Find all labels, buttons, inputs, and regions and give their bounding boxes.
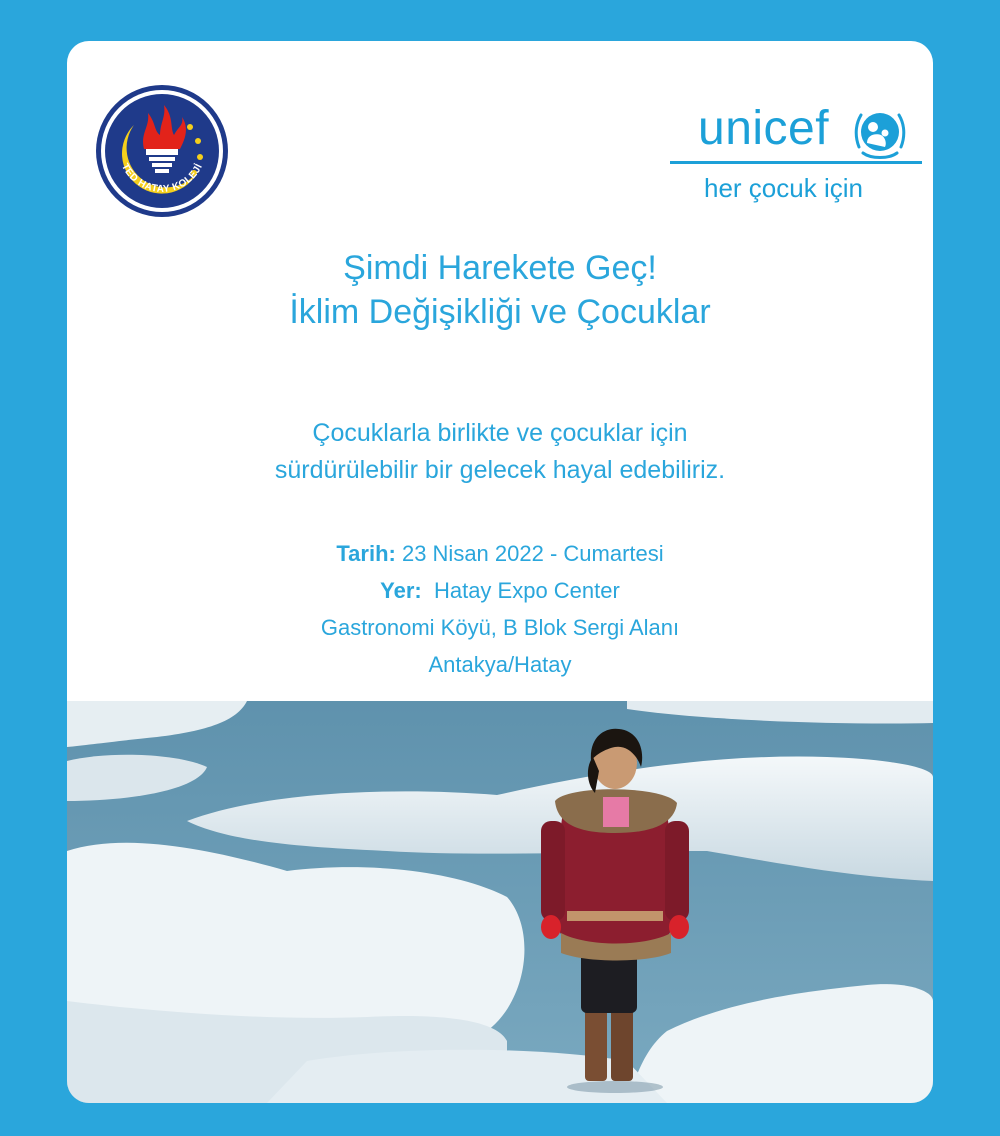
- school-logo-text: TED HATAY KOLEJİ: [118, 161, 206, 195]
- ted-hatay-logo: [94, 83, 230, 219]
- title-line-2: İklim Değişikliği ve Çocuklar: [289, 293, 711, 331]
- date-value: 23 Nisan 2022 - Cumartesi: [395, 541, 664, 566]
- unicef-wordmark: unicef: [698, 102, 830, 155]
- subtitle-line-1: Çocuklarla birlikte ve çocuklar için: [312, 419, 688, 447]
- unicef-globe-icon: [851, 103, 909, 161]
- place-line-3: Antakya/Hatay: [428, 652, 572, 677]
- poster-card: [67, 41, 933, 1103]
- unicef-divider: [670, 161, 922, 164]
- event-details: [67, 535, 933, 683]
- child-on-ice-photo: [67, 701, 933, 1103]
- event-date: [67, 535, 933, 572]
- place-label: Yer:: [380, 578, 422, 603]
- torch-emblem-icon: [94, 83, 230, 219]
- arctic-photo: [67, 701, 933, 1103]
- date-label: Tarih:: [336, 541, 396, 566]
- title-line-1: Şimdi Harekete Geç!: [343, 249, 657, 287]
- unicef-logo: [670, 101, 922, 207]
- event-place: [67, 572, 933, 609]
- subtitle-line-2: sürdürülebilir bir gelecek hayal edebiliriz.: [274, 456, 726, 484]
- poster-title: [67, 246, 933, 334]
- place-value: Hatay Expo Center: [421, 578, 620, 603]
- poster-subtitle: [67, 415, 933, 489]
- place-line-2: Gastronomi Köyü, B Blok Sergi Alanı: [320, 615, 680, 640]
- unicef-tagline: her çocuk için: [704, 173, 863, 203]
